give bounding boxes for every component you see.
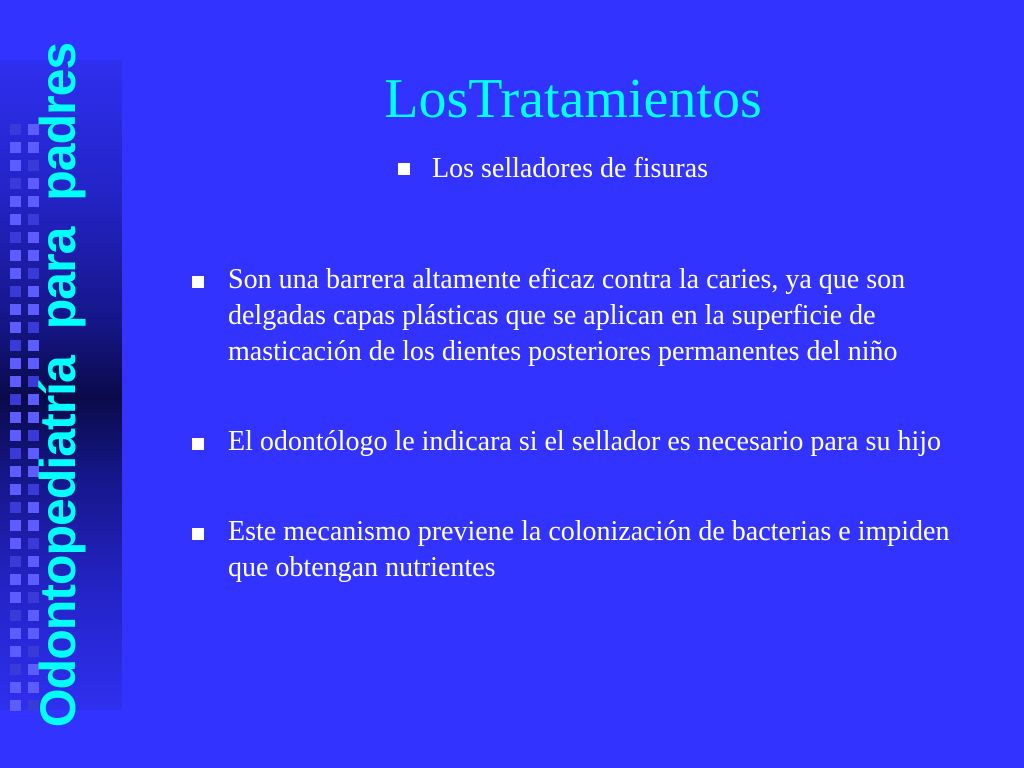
- decorative-square: [10, 358, 21, 369]
- decorative-square: [10, 214, 21, 225]
- bullet-item: [188, 424, 978, 460]
- decorative-square: [10, 502, 21, 513]
- decorative-square: [10, 286, 21, 297]
- bullet-text: El odontólogo le indicara si el sellador es necesario para su hijo: [228, 426, 942, 457]
- decorative-square: [10, 664, 21, 675]
- decorative-square: [10, 520, 21, 531]
- bullet-text: Son una barrera altamente eficaz contra la caries, ya que son delgadas capas plásticas que se aplican en la superficie de masticación de los dientes posteriores permanentes del niño: [228, 264, 906, 367]
- subtitle-text: Los selladores de fisuras: [432, 153, 709, 184]
- vertical-slide-heading: [22, 42, 94, 728]
- decorative-square: [10, 592, 21, 603]
- bullet-item: [188, 262, 978, 370]
- decorative-square: [10, 124, 21, 135]
- decorative-square: [10, 574, 21, 585]
- square-bullet-icon: [192, 438, 204, 450]
- vertical-heading-text: Odontopediatría para padres: [30, 42, 87, 728]
- decorative-square: [10, 304, 21, 315]
- decorative-square: [10, 538, 21, 549]
- decorative-square: [10, 196, 21, 207]
- slide-subtitle: [398, 152, 708, 186]
- decorative-square: [10, 142, 21, 153]
- decorative-square: [10, 232, 21, 243]
- decorative-square: [10, 484, 21, 495]
- decorative-square: [10, 178, 21, 189]
- decorative-square: [10, 160, 21, 171]
- decorative-square: [10, 430, 21, 441]
- square-bullet-icon: [192, 528, 204, 540]
- decorative-square: [10, 700, 21, 711]
- bullet-item: [188, 514, 978, 586]
- decorative-square: [10, 556, 21, 567]
- decorative-square: [10, 268, 21, 279]
- decorative-square: [10, 376, 21, 387]
- decorative-square: [10, 322, 21, 333]
- decorative-square: [10, 628, 21, 639]
- decorative-square: [10, 466, 21, 477]
- bullet-text: Este mecanismo previene la colonización de bacterias e impiden que obtengan nutrientes: [228, 516, 950, 583]
- decorative-square: [10, 394, 21, 405]
- decorative-square: [10, 610, 21, 621]
- decorative-square: [10, 646, 21, 657]
- slide-title: LosTratamientos: [384, 68, 762, 130]
- decorative-square: [10, 250, 21, 261]
- decorative-square: [10, 340, 21, 351]
- decorative-square: [10, 412, 21, 423]
- decorative-square: [10, 448, 21, 459]
- decorative-square: [10, 682, 21, 693]
- square-bullet-icon: [398, 163, 410, 175]
- bullet-list: [188, 262, 978, 586]
- square-bullet-icon: [192, 276, 204, 288]
